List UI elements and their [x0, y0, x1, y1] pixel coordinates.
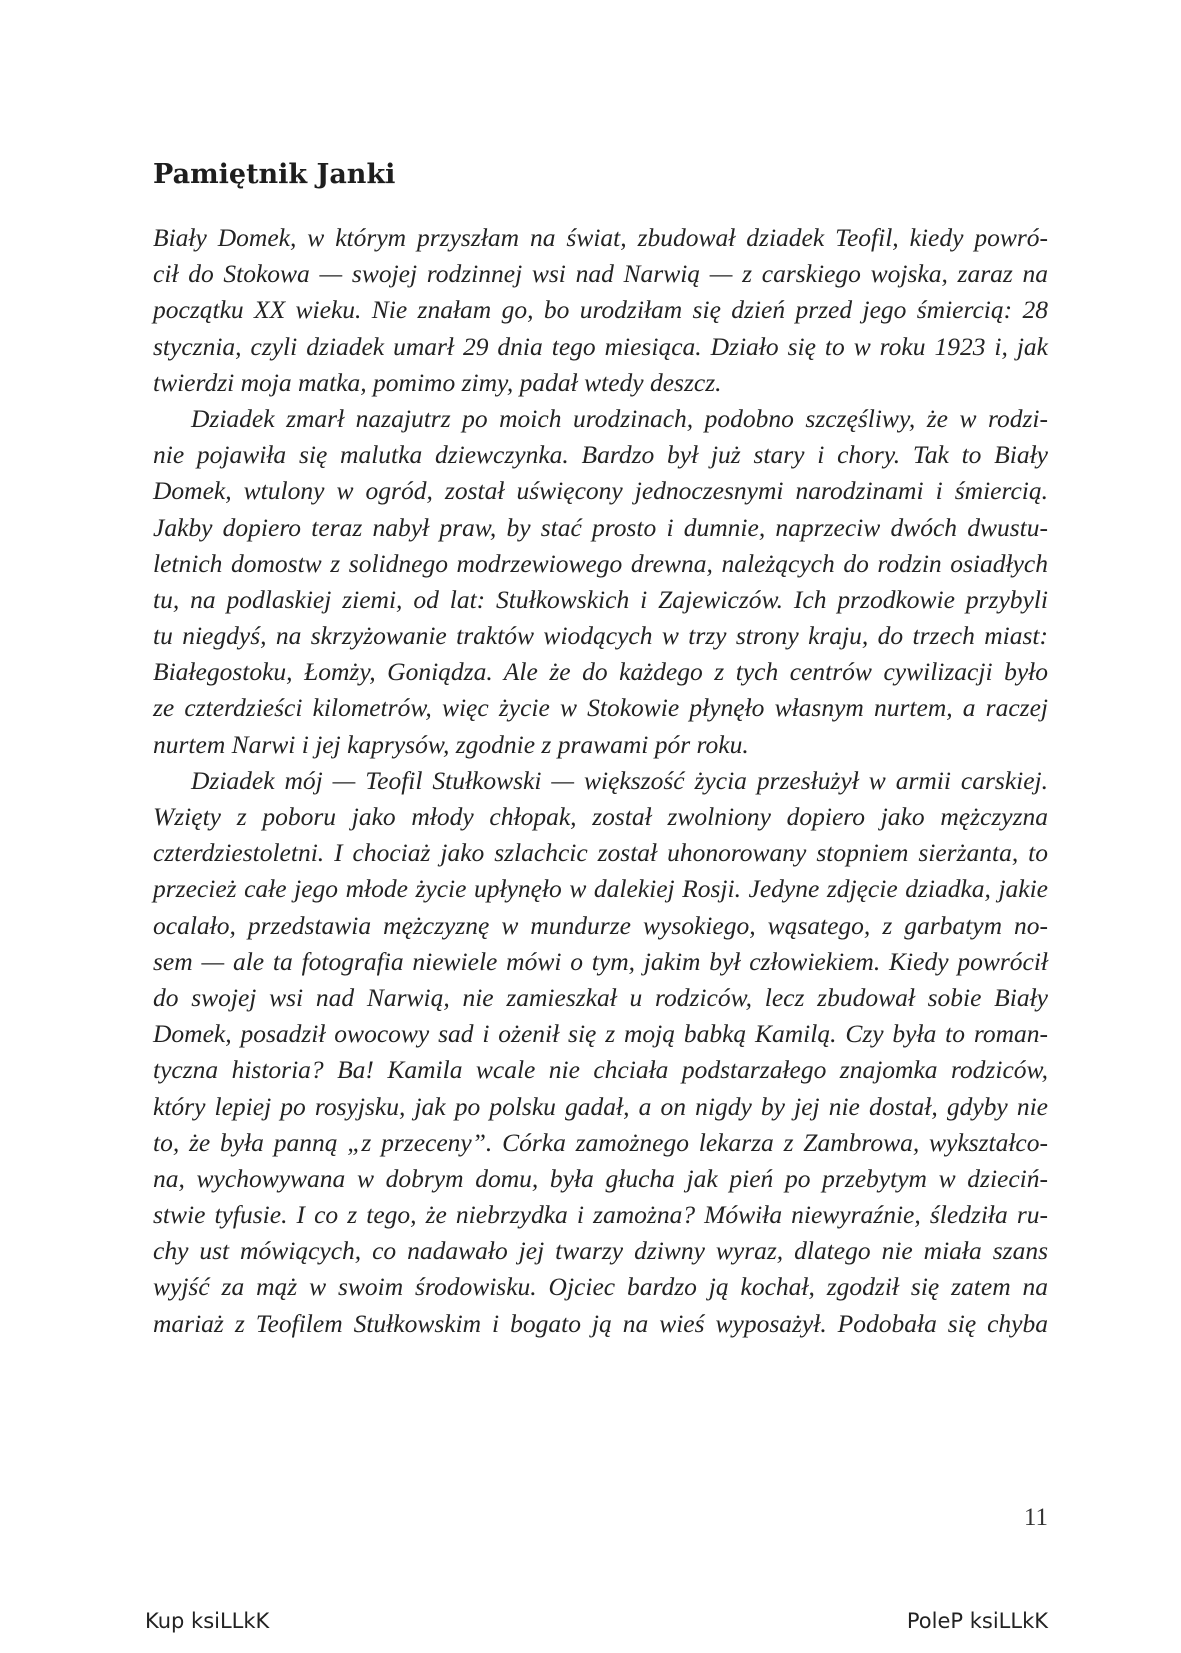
text-line: sem — ale ta fotografia niewiele mówi o tym, jakim był człowiekiem. Kiedy powrócił	[153, 946, 1048, 976]
text-line: stycznia, czyli dziadek umarł 29 dnia tego miesiąca. Działo się to w roku 1923 i, jak	[153, 331, 1048, 361]
text-line: mariaż z Teofilem Stułkowskim i bogato ją na wieś wyposażył. Podobała się chyba	[153, 1308, 1048, 1338]
paragraph-2	[153, 401, 1048, 763]
text-line: tyczna historia? Ba! Kamila wcale nie chciała podstarzałego znajomka rodziców,	[153, 1055, 1048, 1085]
text-line: Jakby dopiero teraz nabył praw, by stać prosto i dumnie, naprzeciw dwóch dwustu-	[153, 512, 1048, 542]
text-line: chy ust mówiących, co nadawało jej twarzy dziwny wyraz, dlatego nie miała szans	[153, 1236, 1048, 1266]
text-line: tu, na podlaskiej ziemi, od lat: Stułkowskich i Zajewiczów. Ich przodkowie przybyli	[153, 584, 1048, 614]
body-text	[153, 220, 1048, 1342]
text-line: wyjść za mąż w swoim środowisku. Ojciec bardzo ją kochał, zgodził się zatem na	[153, 1272, 1048, 1302]
text-line: tu niegdyś, na skrzyżowanie traktów wiodących w trzy strony kraju, do trzech miast:	[153, 621, 1048, 651]
page-number: 11	[1023, 1504, 1048, 1531]
text-line: stwie tyfusie. I co z tego, że niebrzydka i zamożna? Mówiła niewyraźnie, śledziła ru-	[153, 1200, 1048, 1230]
text-line: letnich domostw z solidnego modrzewiowego drewna, należących do rodzin osiadłych	[153, 548, 1048, 578]
text-line: cił do Stokowa — swojej rodzinnej wsi nad Narwią — z carskiego wojska, zaraz na	[153, 259, 1048, 289]
text-line: Wzięty z poboru jako młody chłopak, został zwolniony dopiero jako mężczyzna	[153, 802, 1048, 831]
text-line: początku XX wieku. Nie znałam go, bo urodziłam się dzień przed jego śmiercią: 28	[153, 295, 1048, 325]
paragraph-1	[153, 220, 1048, 401]
text-line: Domek, wtulony w ogród, został uświęcony jednoczesnymi narodzinami i śmiercią.	[153, 476, 1048, 506]
text-line: twierdzi moja matka, pomimo zimy, padał wtedy deszcz.	[153, 367, 722, 397]
text-line: ocalało, przedstawia mężczyznę w mundurze wysokiego, wąsatego, z garbatym no-	[153, 910, 1048, 940]
text-line: czterdziestoletni. I chociaż jako szlachcic został uhonorowany stopniem sierżanta, to	[153, 838, 1048, 868]
text-line: przecież całe jego młode życie upłynęło w dalekiej Rosji. Jedyne zdjęcie dziadka, jakie	[153, 874, 1048, 904]
text-line: który lepiej po rosyjsku, jak po polsku gadał, a on nigdy by jej nie dostał, gdyby nie	[153, 1091, 1048, 1121]
text-line: Domek, posadził owocowy sad i ożenił się z moją babką Kamilą. Czy była to roman-	[153, 1019, 1048, 1049]
recommend-book-link[interactable]: PoleP ksiLLkK	[906, 1609, 1048, 1633]
buy-book-link[interactable]: Kup ksiLLkK	[145, 1609, 270, 1633]
text-line: Dziadek mój — Teofil Stułkowski — większość życia przesłużył w armii carskiej.	[191, 765, 1048, 795]
text-line: Dziadek zmarł nazajutrz po moich urodzinach, podobno szczęśliwy, że w rodzi-	[191, 403, 1048, 433]
text-line: to, że była panną „z przeceny”. Córka zamożnego lekarza z Zambrowa, wykształco-	[153, 1127, 1048, 1157]
text-line: na, wychowywana w dobrym domu, była głucha jak pień po przebytym w dzieciń-	[153, 1163, 1048, 1193]
text-line: nie pojawiła się malutka dziewczynka. Bardzo był już stary i chory. Tak to Biały	[153, 440, 1048, 470]
chapter-title: Pamiętnik Janki	[153, 159, 396, 190]
paragraph-3	[153, 763, 1048, 1342]
text-line: Białegostoku, Łomży, Goniądza. Ale że do każdego z tych centrów cywilizacji było	[153, 657, 1048, 687]
text-line: ze czterdzieści kilometrów, więc życie w Stokowie płynęło własnym nurtem, a raczej	[153, 693, 1048, 723]
text-line: Biały Domek, w którym przyszłam na świat, zbudował dziadek Teofil, kiedy powró-	[153, 223, 1048, 252]
text-line: do swojej wsi nad Narwią, nie zamieszkał u rodziców, lecz zbudował sobie Biały	[153, 982, 1048, 1012]
text-line: nurtem Narwi i jej kaprysów, zgodnie z prawami pór roku.	[153, 729, 749, 759]
